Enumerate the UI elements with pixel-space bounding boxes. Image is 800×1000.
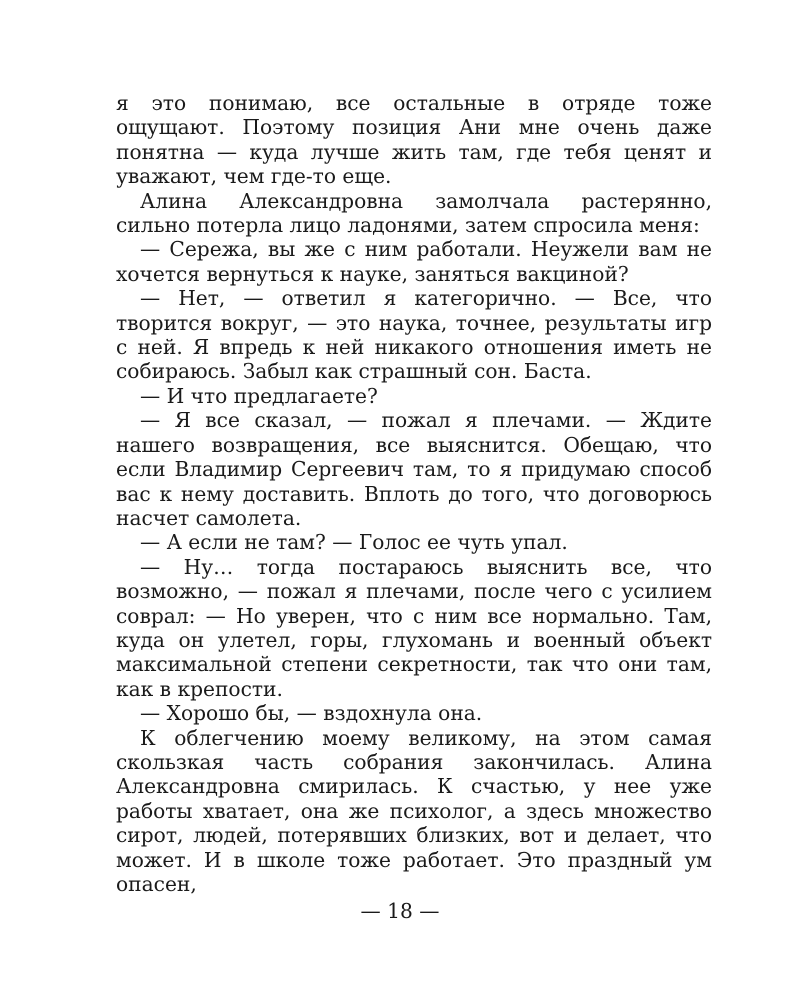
paragraph-9: — Хорошо бы, — вздохнула она. (140, 701, 483, 726)
paragraph-6: — Я все сказал, — пожал я плечами. — Ждите нашего возвращения, все выяснится. Обещаю, что если Владимир Сергеевич там, то я придумаю способ вас к нему доставить. Вплоть до того, что договорюсь насчет самолета. (116, 408, 712, 530)
page-number: — 18 — (360, 899, 440, 923)
paragraph-4: — Нет, — ответил я категорично. — Все, что творится вокруг, — это наука, точнее, результаты игр с ней. Я впредь к ней никакого отношения иметь не собираюсь. Забыл как страшный сон. Баста. (116, 286, 712, 384)
body-text (116, 91, 712, 896)
paragraph-1: я это понимаю, все остальные в отряде тоже ощущают. Поэтому позиция Ани мне очень даже понятна — куда лучше жить там, где тебя ценят и уважают, чем где-то еще. (116, 91, 712, 189)
paragraph-3: — Сережа, вы же с ним работали. Неужели вам не хочется вернуться к науке, заняться вакциной? (116, 237, 712, 286)
paragraph-7: — А если не там? — Голос ее чуть упал. (140, 530, 568, 555)
paragraph-10: К облегчению моему великому, на этом самая скользкая часть собрания закончилась. Алина Александровна смирилась. К счастью, у нее уже работы хватает, она же психолог, а здесь множество сирот, людей, потерявших близких, вот и делает, что может. И в школе тоже работает. Это праздный ум опасен, (116, 725, 712, 896)
paragraph-5: — И что предлагаете? (140, 383, 378, 408)
paragraph-2: Алина Александровна замолчала растерянно, сильно потерла лицо ладонями, затем спросила меня: (116, 188, 712, 238)
paragraph-8: — Ну… тогда постараюсь выяснить все, что возможно, — пожал я плечами, после чего с усилием соврал: — Но уверен, что с ним все нормально. Там, куда он улетел, горы, глухомань и военный объект максимальной степени секретности, так что они там, как в крепости. (116, 554, 712, 701)
